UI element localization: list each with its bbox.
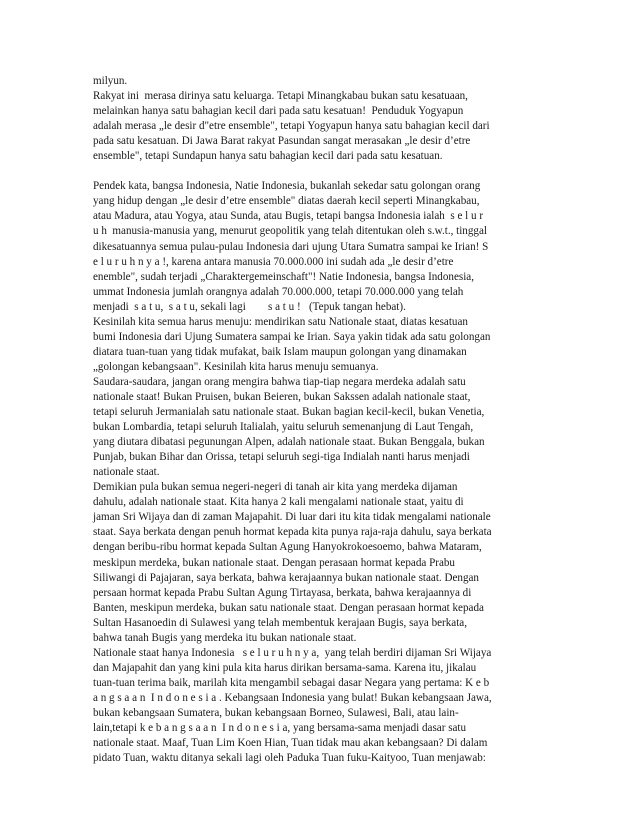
text-line: dahulu, adalah nationale staat. Kita hanya 2 kali mengalami nationale staat, yaitu di [93,496,464,509]
text-line: nationale staat! Bukan Pruisen, bukan Beieren, bukan Sakssen adalah nationale staat, [93,390,471,403]
document-body-text [93,74,565,766]
text-line: adalah merasa „le desir d"etre ensemble", tetapi Yogyapun hanya satu bahagian kecil dari [93,120,490,133]
text-line: persaan hormat kepada Prabu Sultan Agung Tirtayasa, berkata, bahwa kerajaannya di [93,586,472,599]
text-line: Punjab, bukan Bihar dan Orissa, tetapi seluruh segi-tiga Indialah nanti harus menjadi [93,451,470,464]
text-line: meskipun merdeka, bukan nationale staat. Dengan perasaan hormat kepada Prabu [93,556,455,569]
text-line: bahwa tanah Bugis yang merdeka itu bukan nationale staat. [93,631,357,644]
text-line: staat. Saya berkata dengan penuh hormat kepada kita punya raja-raja dahulu, saya berkata [93,526,492,539]
text-line: nationale staat. [93,466,160,479]
text-line: ummat Indonesia jumlah orangnya adalah 70.000.000, tetapi 70.000.000 yang telah [93,285,464,298]
text-line: diatara tuan-tuan yang tidak mufakat, baik Islam maupun golongan yang dinamakan [93,345,467,358]
text-line: atau Madura, atau Yogya, atau Sunda, atau Bugis, tetapi bangsa Indonesia ialah s e l u r [93,210,484,223]
text-line: Rakyat ini merasa dirinya satu keluarga. Tetapi Minangkabau bukan satu kesatuaan, [93,90,468,103]
text-line: ensemble", tetapi Sundapun hanya satu bahagian kecil dari pada satu kesatuan. [93,150,443,163]
text-line: yang hidup dengan „le desir d’etre ensemble" diatas daerah kecil seperti Minangkabau, [93,195,480,208]
text-line: menjadi s a t u, s a t u, sekali lagi s a t u ! (Tepuk tangan hebat). [93,300,406,313]
text-line: bumi Indonesia dari Ujung Sumatera sampai ke Irian. Saya yakin tidak ada satu golongan [93,330,491,343]
text-line: bukan kebangsaan Sumatera, bukan kebangsaan Borneo, Sulawesi, Bali, atau lain- [93,706,459,719]
text-line: pada satu kesatuan. Di Jawa Barat rakyat Pasundan sangat merasakan „le desir d’etre [93,135,471,148]
text-line: a n g s a a n I n d o n e s i a . Kebangsaan Indonesia yang bulat! Bukan kebangsaan Jawa, [93,691,492,704]
text-line: tuan-tuan terima baik, marilah kita mengambil sebagai dasar Negara yang pertama: K e b [93,676,490,689]
text-line: lain,tetapi k e b a n g s a a n I n d o n e s i a, yang bersama-sama menjadi dasar satu [93,722,467,735]
text-line: yang diutara dibatasi pegunungan Alpen, adalah nationale staat. Bukan Benggala, bukan [93,436,485,449]
text-line: bukan Lombardia, tetapi seluruh Italialah, yaitu seluruh semenanjung di Laut Tengah, [93,421,474,434]
text-line: Saudara-saudara, jangan orang mengira bahwa tiap-tiap negara merdeka adalah satu [93,375,466,388]
text-line: milyun. [93,75,128,87]
text-line: u h manusia-manusia yang, menurut geopolitik yang telah ditentukan oleh s.w.t., tinggal [93,225,487,238]
text-line: Demikian pula bukan semua negeri-negeri di tanah air kita yang merdeka dijaman [93,481,458,494]
text-line: dengan beribu-ribu hormat kepada Sultan Agung Hanyokrokoesoemo, bahwa Mataram, [93,541,482,554]
text-line: Sultan Hasanoedin di Sulawesi yang telah membentuk kerajaan Bugis, saya berkata, [93,616,468,629]
text-line: Kesinilah kita semua harus menuju: mendirikan satu Nationale staat, diatas kesatuan [93,315,468,328]
text-line: nationale staat. Maaf, Tuan Lim Koen Hian, Tuan tidak mau akan kebangsaan? Di dalam [93,737,488,750]
text-line: Nationale staat hanya Indonesia s e l u r u h n y a, yang telah berdiri dijaman Sri Wijaya [93,646,492,659]
text-line: dan Majapahit dan yang kini pula kita harus dirikan bersama-sama. Karena itu, jikalau [93,661,477,674]
text-line: enemble", sudah terjadi „Charaktergemeinschaft"! Natie Indonesia, bangsa Indonesia, [93,270,474,283]
text-line: melainkan hanya satu bahagian kecil dari pada satu kesatuan! Penduduk Yogyapun [93,105,464,118]
text-line: e l u r u h n y a !, karena antara manusia 70.000.000 ini sudah ada „le desir d’etre [93,255,454,268]
text-line: Siliwangi di Pajajaran, saya berkata, bahwa kerajaannya bukan nationale staat. Dengan [93,571,479,584]
text-line: jaman Sri Wijaya dan di zaman Majapahit. Di luar dari itu kita tidak mengalami nationale [93,511,491,524]
text-line: Pendek kata, bangsa Indonesia, Natie Indonesia, bukanlah sekedar satu golongan orang [93,180,481,193]
text-line: Banten, meskipun merdeka, bukan satu nationale staat. Dengan perasaan hormat kepada [93,601,484,614]
text-line: tetapi seluruh Jermanialah satu nationale staat. Bukan bagian kecil-kecil, bukan Venetia, [93,406,485,419]
text-line: pidato Tuan, waktu ditanya sekali lagi oleh Paduka Tuan fuku-Kaityoo, Tuan menjawab: [93,752,486,765]
text-line: dikesatuannya semua pulau-pulau Indonesia dari ujung Utara Sumatra sampai ke Irian! S [93,240,489,253]
text-line: „golongan kebangsaan". Kesinilah kita harus menuju semuanya. [93,360,379,373]
paragraph-gap [93,164,565,179]
